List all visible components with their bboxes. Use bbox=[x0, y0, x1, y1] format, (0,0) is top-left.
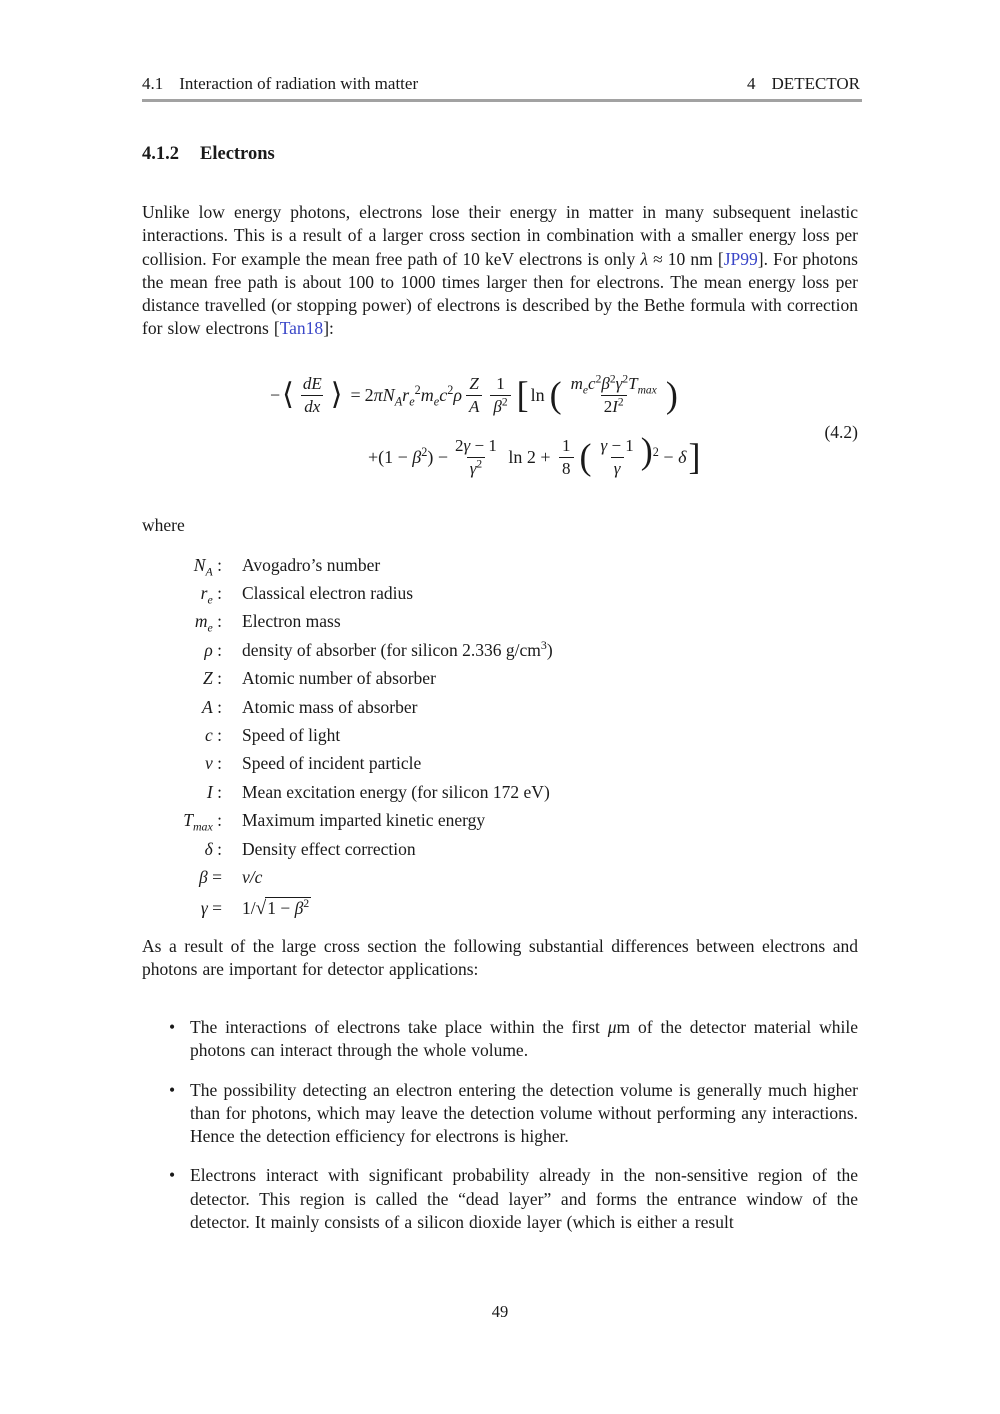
list-item bbox=[142, 1079, 858, 1149]
math-symbol: A : bbox=[202, 696, 222, 717]
minus-sign: − bbox=[270, 384, 281, 405]
section-heading bbox=[142, 144, 275, 165]
fraction-log-argument: $\frac{m_ec^2\beta^2\gamma^2T_{max}}{2I^2}$ bbox=[570, 372, 657, 416]
bullet-icon: • bbox=[169, 1165, 176, 1186]
definition-row bbox=[142, 835, 858, 863]
definition-text: Mean excitation energy (for silicon 172 eV) bbox=[242, 781, 550, 802]
list-item bbox=[142, 1016, 858, 1063]
paren-squared: )$^2$ bbox=[640, 430, 659, 471]
definition-text: Classical electron radius bbox=[242, 583, 414, 604]
fraction-1-8: $\frac{1}{8}$ bbox=[559, 435, 574, 479]
definition-text: v/c bbox=[242, 866, 263, 887]
header-section-title: Interaction of radiation with matter bbox=[179, 74, 419, 93]
lambda-symbol: λ bbox=[640, 248, 648, 269]
definition-text: Electron mass bbox=[242, 611, 341, 632]
math-symbol: ρ : bbox=[204, 639, 222, 660]
math-symbol: v : bbox=[204, 753, 222, 774]
math-symbol: c : bbox=[204, 725, 222, 746]
equation-number: (4.2) bbox=[824, 422, 858, 442]
bullet-icon: • bbox=[169, 1017, 176, 1037]
definition-row bbox=[142, 807, 858, 835]
paragraph-differences: As a result of the large cross section the following substantial differences between electrons and photons are important for detector applications: bbox=[142, 936, 858, 980]
ln2-term: ln 2 + bbox=[508, 446, 551, 467]
where-label: where bbox=[142, 515, 185, 535]
definition-row bbox=[142, 750, 858, 778]
definition-row bbox=[142, 863, 858, 891]
definition-row bbox=[142, 551, 858, 579]
definition-text: Speed of light bbox=[242, 725, 341, 746]
bullet-text: m of the detector material while photons can interact through the whole volume. bbox=[190, 1017, 858, 1061]
header-rule bbox=[142, 99, 862, 102]
definition-row bbox=[142, 721, 858, 749]
fraction-2gamma: $\frac{2\gamma - 1}{\gamma^2}$ bbox=[455, 436, 497, 478]
definition-text: Atomic mass of absorber bbox=[242, 696, 418, 717]
header-right bbox=[747, 74, 860, 94]
definition-row bbox=[142, 636, 858, 664]
paragraph-text: Unlike low energy photons, electrons lose their energy in matter in many subsequent inelastic interactions. This is a result of a larger cross section in combination with a smaller energy loss per collision. For example the mean free path of 10 keV electrons is only bbox=[142, 202, 858, 269]
header-chapter-number: 4 bbox=[747, 74, 756, 93]
math-symbol: $m_e$ : bbox=[194, 611, 222, 635]
math-symbol: $T_{max}$ : bbox=[183, 810, 222, 834]
bullet-text: The possibility detecting an electron entering the detection volume is generally much higher than for photons, which may leave the detection volume without performing any interactions. Hence the detection efficiency for electrons is higher. bbox=[190, 1079, 858, 1147]
definition-row bbox=[142, 608, 858, 636]
math-symbol: δ : bbox=[204, 838, 222, 859]
fraction-gamma: $\frac{\gamma - 1}{\gamma}$ bbox=[600, 436, 634, 478]
header-section-number: 4.1 bbox=[142, 74, 164, 93]
definition-text: $1/√1 - \beta^2$ bbox=[242, 895, 310, 919]
bullet-icon: • bbox=[169, 1079, 176, 1100]
ln-operator: ln bbox=[530, 384, 545, 405]
square-root-sign: √ bbox=[255, 897, 267, 919]
fraction-dEdx: $\frac{dE}{dx}$ bbox=[302, 374, 322, 416]
definition-row bbox=[142, 579, 858, 607]
page-number: 49 bbox=[491, 1302, 509, 1321]
definition-text: density of absorber (for silicon 2.336 $g/cm^3$) bbox=[242, 638, 553, 660]
list-item bbox=[142, 1164, 858, 1234]
section-title: Electrons bbox=[200, 144, 275, 164]
formula-line-1: − ⟨ $\frac{dE}{dx}$ ⟩ = $2\pi N_Ar_e^2m_ec^2\rho$ $\frac{Z}{A}$ $\frac{1}{\beta^2}$ [ ln ( $\frac{m_ec^2\beta^2\gamma^2T_{max}}{2I^2}$ ) bbox=[270, 372, 678, 416]
fraction-1-beta2: $\frac{1}{\beta^2}$ bbox=[490, 373, 510, 417]
citation-link-jp99[interactable]: JP99 bbox=[723, 248, 758, 269]
header-chapter-title: DETECTOR bbox=[771, 74, 860, 93]
paragraph-intro bbox=[142, 201, 858, 341]
paragraph-text: ]: bbox=[323, 318, 334, 339]
bullet-list bbox=[142, 1016, 858, 1250]
mu-symbol: μ bbox=[607, 1017, 617, 1037]
paragraph-text: ≈ 10 nm [ bbox=[647, 248, 724, 269]
math-symbol: $N_A$ : bbox=[193, 554, 222, 579]
bethe-formula bbox=[142, 366, 858, 496]
definition-row bbox=[142, 778, 858, 806]
definition-text: Speed of incident particle bbox=[242, 753, 422, 774]
formula-line-2: $+(1 - \beta^2)$ − $\frac{2\gamma - 1}{\gamma^2}$ ln 2 + $\frac{1}{8}$ ( $\frac{\gamma - 1}{\gamma}$ )$^2$ − δ ] bbox=[368, 430, 701, 478]
definition-text: Atomic number of absorber bbox=[242, 668, 436, 689]
math-symbol: Z : bbox=[203, 668, 222, 689]
definition-text: Maximum imparted kinetic energy bbox=[242, 810, 486, 831]
math-symbol: β = bbox=[199, 866, 222, 887]
math-symbol: $r_e$ : bbox=[200, 583, 222, 607]
definition-text: Density effect correction bbox=[242, 838, 416, 859]
definition-row bbox=[142, 693, 858, 721]
math-symbol: γ = bbox=[200, 898, 222, 919]
section-number: 4.1.2 bbox=[142, 144, 179, 164]
definition-text: Avogadro’s number bbox=[242, 554, 381, 575]
definition-row bbox=[142, 892, 858, 926]
definition-row bbox=[142, 665, 858, 693]
bullet-text: Electrons interact with significant probability already in the non-sensitive region of the detector. This region is called the “dead layer” and forms the entrance window of the detector. It mainly consists of a silicon dioxide layer (which is either a result bbox=[190, 1165, 858, 1233]
header-left bbox=[142, 74, 418, 94]
symbol-definitions bbox=[142, 551, 858, 926]
delta-term: − δ bbox=[663, 446, 687, 467]
fraction-ZA: $\frac{Z}{A}$ bbox=[466, 373, 482, 417]
math-symbol: I : bbox=[206, 781, 222, 802]
citation-link-tan18[interactable]: Tan18 bbox=[279, 318, 324, 339]
formula-prefactor: = $2\pi N_Ar_e^2m_ec^2\rho$ bbox=[350, 382, 462, 409]
bullet-text: The interactions of electrons take place within the first bbox=[190, 1017, 608, 1037]
paragraph-text: ]. For photons the mean free path is about 100 to 1000 times larger then for electrons. The mean energy loss per distance travelled (or stopping power) of electrons is described by the Bethe formula with correction for slow electrons [ bbox=[142, 248, 858, 339]
formula-term: $+(1 - \beta^2)$ − bbox=[368, 444, 449, 467]
page-header bbox=[142, 74, 860, 94]
